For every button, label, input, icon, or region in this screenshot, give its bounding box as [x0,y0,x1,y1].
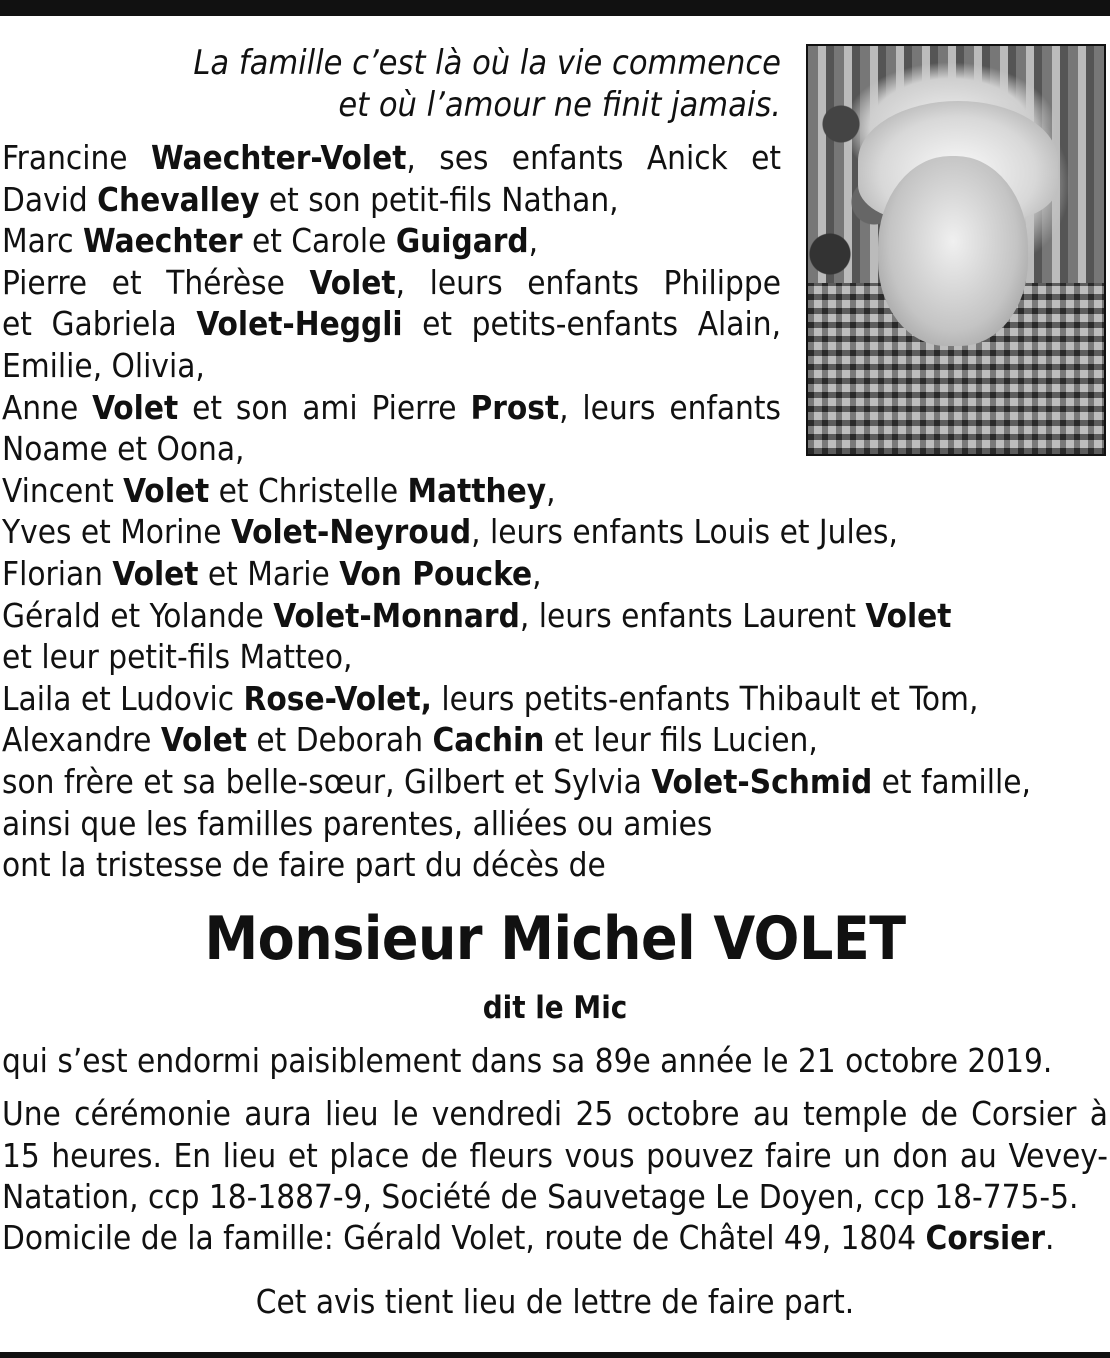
family-surname: Volet [865,595,952,635]
family-text: Yves et Morine [2,512,231,552]
family-line [2,844,781,886]
deceased-nickname: dit le Mic [482,990,628,1026]
family-text: et famille, [872,761,1031,801]
family-text: Anne [2,387,93,427]
family-surname: Chevalley [97,179,260,219]
family-text: Noame et Oona, [2,429,245,469]
quote-line-2: et où l’amour ne finit jamais. [338,85,781,125]
family-surname: Cachin [432,720,545,760]
family-text: , leurs enfants Louis et Jules, [471,512,898,552]
family-text: et son petit-fils Nathan, [259,179,619,219]
family-text: , leurs enfants Laurent [519,595,866,635]
family-line [2,428,781,470]
address-end: . [1045,1218,1055,1257]
family-text: son frère et sa belle-sœur, Gilbert et Sylvia [2,761,652,801]
family-surname: Guigard [395,221,529,261]
family-line [2,761,1092,803]
family-line [2,303,781,345]
family-surname: Prost [470,387,560,427]
quote-line-1: La famille c’est là où la vie commence [193,43,781,83]
portrait-photo [806,44,1106,456]
family-surname: Volet [123,470,210,510]
family-text: et son ami Pierre [178,387,471,427]
family-surname: Matthey [407,470,547,510]
family-text: , [528,221,539,261]
family-text: Emilie, Olivia, [2,345,205,385]
family-text: , [546,470,556,510]
family-line [2,262,781,304]
address-text: Domicile de la famille: Gérald Volet, route de Châtel 49, 1804 [2,1218,926,1257]
family-text: Vincent [2,470,124,510]
family-line [2,137,781,179]
family-text: Gérald et Yolande [2,595,274,635]
epigraph-quote [0,42,781,126]
family-address [2,1217,1108,1259]
family-text: et leur fils Lucien, [544,720,818,760]
family-text: , leurs enfants [559,387,781,427]
family-text: Francine [2,138,151,177]
address-town: Corsier [925,1218,1045,1257]
family-text: et Carole [242,221,396,261]
family-surname: Waechter-Volet [150,138,407,177]
family-line [2,803,1092,845]
family-surname: Volet-Schmid [651,761,873,801]
family-line [2,636,781,678]
family-text: et Gabriela [2,304,197,344]
family-surname: Volet [309,262,396,302]
family-line [2,511,1092,553]
top-rule [0,0,1110,16]
family-line [2,470,781,512]
family-text: et Deborah [246,720,433,760]
family-text: Pierre et Thérèse [2,262,310,302]
family-text: et Christelle [209,470,408,510]
family-surname: Waechter [83,221,243,261]
family-line [2,595,1092,637]
family-text: Florian [2,553,113,593]
family-surname: Volet [112,553,199,593]
family-line [2,553,781,595]
photo-face [878,156,1028,346]
closing-note: Cet avis tient lieu de lettre de faire part. [255,1282,855,1321]
family-text: Laila et Ludovic [2,678,244,718]
family-text: ainsi que les familles parentes, alliées ou amies [2,803,713,843]
family-text: leurs petits-enfants Thibault et Tom, [431,678,979,718]
family-text: , [532,553,542,593]
family-text: ont la tristesse de faire part du décès de [2,845,606,885]
ceremony-details: Une cérémonie aura lieu le vendredi 25 octobre au temple de Corsier à 15 heures. En lieu et place de fleurs vous pouvez faire un don au Vevey-Natation, ccp 18-1887-9, Société de Sauvetage Le Doyen, ccp 18-775-5. [2,1094,1108,1216]
family-surname: Rose-Volet, [243,678,432,718]
family-text: David [2,179,98,219]
family-text: et leur petit-fils Matteo, [2,637,353,677]
passing-statement: qui s’est endormi paisiblement dans sa 89e année le 21 octobre 2019. [2,1041,1053,1080]
family-surname: Volet-Monnard [273,595,520,635]
family-text: et Marie [198,553,340,593]
family-text: Alexandre [2,720,161,760]
family-surname: Volet [160,720,247,760]
family-line [2,387,781,429]
family-text: et petits-enfants Alain, [402,304,781,344]
family-text: Marc [2,221,84,261]
family-line [2,345,781,387]
family-line [2,719,1092,761]
family-surname: Volet [92,387,179,427]
family-surname: Volet-Neyroud [230,512,472,552]
family-surname: Volet-Heggli [196,304,403,344]
family-line [2,678,1092,720]
family-text: , ses enfants Anick et [406,138,781,177]
family-text: , leurs enfants Philippe [395,262,781,302]
family-list [2,137,1031,886]
deceased-name: Monsieur Michel VOLET [204,904,906,974]
family-line [2,179,781,221]
family-surname: Von Poucke [339,553,533,593]
family-line [2,220,781,262]
bottom-rule [0,1352,1110,1358]
